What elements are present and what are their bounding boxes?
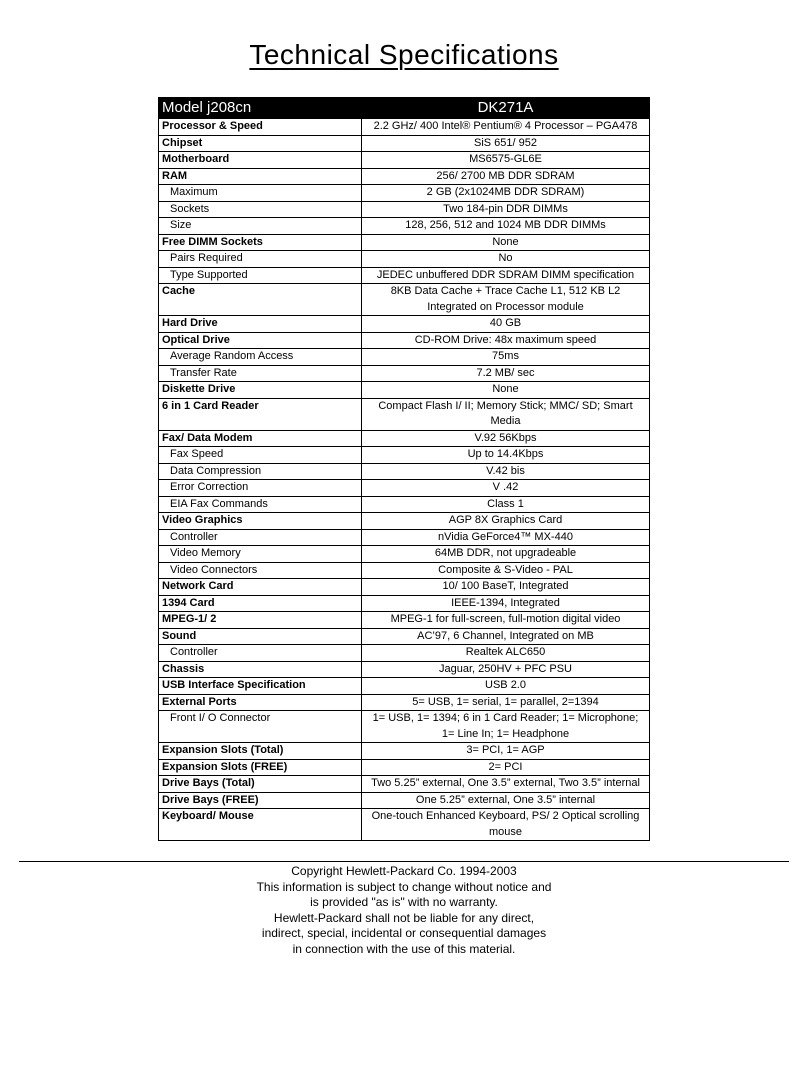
spec-row [159,595,650,612]
spec-value: nVidia GeForce4™ MX-440 [362,529,650,546]
spec-label: EIA Fax Commands [159,496,362,513]
spec-label: USB Interface Specification [159,678,362,695]
spec-label: Fax/ Data Modem [159,430,362,447]
spec-value: V.42 bis [362,463,650,480]
spec-value: Two 5.25” external, One 3.5” external, Two 3.5” internal [362,776,650,793]
spec-value: Up to 14.4Kbps [362,447,650,464]
spec-row [159,809,650,841]
spec-row [159,480,650,497]
spec-label: Processor & Speed [159,119,362,136]
spec-label: RAM [159,168,362,185]
spec-label: Expansion Slots (Total) [159,743,362,760]
spec-label: Chipset [159,135,362,152]
spec-value: Compact Flash I/ II; Memory Stick; MMC/ SD; Smart Media [362,398,650,430]
spec-value: AC’97, 6 Channel, Integrated on MB [362,628,650,645]
spec-row [159,546,650,563]
spec-label: 6 in 1 Card Reader [159,398,362,430]
spec-label: Data Compression [159,463,362,480]
spec-row [159,365,650,382]
footer-line: is provided "as is" with no warranty. [310,895,498,909]
spec-row [159,776,650,793]
spec-label: Hard Drive [159,316,362,333]
spec-value: AGP 8X Graphics Card [362,513,650,530]
spec-value: V .42 [362,480,650,497]
spec-table-header [159,98,650,119]
spec-row [159,711,650,743]
spec-row [159,316,650,333]
spec-value: 8KB Data Cache + Trace Cache L1, 512 KB L2 Integrated on Processor module [362,284,650,316]
spec-row [159,529,650,546]
spec-label: Maximum [159,185,362,202]
spec-row [159,382,650,399]
spec-row [159,152,650,169]
spec-row [159,398,650,430]
spec-value: V.92 56Kbps [362,430,650,447]
spec-value: JEDEC unbuffered DDR SDRAM DIMM specification [362,267,650,284]
footer-line: Copyright Hewlett-Packard Co. 1994-2003 [291,864,517,878]
spec-value: Two 184-pin DDR DIMMs [362,201,650,218]
spec-value: MS6575-GL6E [362,152,650,169]
spec-row [159,562,650,579]
spec-label: Sockets [159,201,362,218]
spec-label: Network Card [159,579,362,596]
spec-label: Transfer Rate [159,365,362,382]
footer-line: Hewlett-Packard shall not be liable for any direct, [273,910,535,925]
model-number: DK271A [362,98,650,119]
spec-row [159,119,650,136]
spec-value: USB 2.0 [362,678,650,695]
spec-row [159,201,650,218]
spec-row [159,579,650,596]
spec-value: None [362,234,650,251]
spec-value: Jaguar, 250HV + PFC PSU [362,661,650,678]
spec-row [159,185,650,202]
spec-row [159,759,650,776]
spec-value: 256/ 2700 MB DDR SDRAM [362,168,650,185]
spec-value: No [362,251,650,268]
footer-line: indirect, special, incidental or consequential damages [261,926,547,940]
spec-value: 64MB DDR, not upgradeable [362,546,650,563]
spec-row [159,218,650,235]
spec-row [159,678,650,695]
spec-label: MPEG-1/ 2 [159,612,362,629]
spec-value: 10/ 100 BaseT, Integrated [362,579,650,596]
spec-row [159,496,650,513]
spec-row [159,284,650,316]
spec-value: One 5.25” external, One 3.5” internal [362,792,650,809]
spec-label: Video Memory [159,546,362,563]
spec-value: 5= USB, 1= serial, 1= parallel, 2=1394 [362,694,650,711]
spec-value: 2.2 GHz/ 400 Intel® Pentium® 4 Processor – PGA478 [362,119,650,136]
copyright-notice [0,864,808,957]
spec-row [159,349,650,366]
footer-divider [19,861,789,862]
spec-value: 128, 256, 512 and 1024 MB DDR DIMMs [362,218,650,235]
spec-value: Realtek ALC650 [362,645,650,662]
spec-value: MPEG-1 for full-screen, full-motion digital video [362,612,650,629]
spec-label: Video Graphics [159,513,362,530]
spec-label: Diskette Drive [159,382,362,399]
spec-row [159,332,650,349]
spec-label: Chassis [159,661,362,678]
spec-value: 2 GB (2x1024MB DDR SDRAM) [362,185,650,202]
spec-value: None [362,382,650,399]
spec-label: Average Random Access [159,349,362,366]
spec-row [159,135,650,152]
spec-row [159,743,650,760]
footer-line: in connection with the use of this material. [292,941,516,956]
spec-row [159,792,650,809]
spec-label: Drive Bays (Total) [159,776,362,793]
spec-value: Composite & S-Video - PAL [362,562,650,579]
spec-row [159,612,650,629]
spec-label: External Ports [159,694,362,711]
spec-row [159,463,650,480]
spec-label: Video Connectors [159,562,362,579]
spec-label: Front I/ O Connector [159,711,362,743]
spec-label: Fax Speed [159,447,362,464]
spec-row [159,168,650,185]
spec-value: One-touch Enhanced Keyboard, PS/ 2 Optical scrolling mouse [362,809,650,841]
spec-label: Motherboard [159,152,362,169]
spec-value: 3= PCI, 1= AGP [362,743,650,760]
spec-label: Pairs Required [159,251,362,268]
spec-row [159,628,650,645]
spec-value: 1= USB, 1= 1394; 6 in 1 Card Reader; 1= Microphone; 1= Line In; 1= Headphone [362,711,650,743]
spec-label: Size [159,218,362,235]
spec-value: Class 1 [362,496,650,513]
spec-label: Optical Drive [159,332,362,349]
spec-label: Keyboard/ Mouse [159,809,362,841]
spec-row [159,513,650,530]
spec-row [159,251,650,268]
spec-table [158,97,650,841]
spec-label: Controller [159,529,362,546]
footer-line: This information is subject to change without notice and [256,879,552,894]
spec-row [159,645,650,662]
page-title [0,38,808,72]
spec-row [159,694,650,711]
spec-row [159,430,650,447]
spec-label: Expansion Slots (FREE) [159,759,362,776]
page-title-text: Technical Specifications [249,39,559,70]
spec-label: Free DIMM Sockets [159,234,362,251]
spec-value: 2= PCI [362,759,650,776]
spec-row [159,447,650,464]
spec-label: 1394 Card [159,595,362,612]
spec-label: Controller [159,645,362,662]
spec-value: IEEE-1394, Integrated [362,595,650,612]
spec-value: CD-ROM Drive: 48x maximum speed [362,332,650,349]
spec-value: 7.2 MB/ sec [362,365,650,382]
model-label: Model j208cn [159,98,362,119]
spec-row [159,267,650,284]
spec-row [159,234,650,251]
spec-label: Type Supported [159,267,362,284]
spec-label: Error Correction [159,480,362,497]
spec-value: 75ms [362,349,650,366]
spec-value: 40 GB [362,316,650,333]
spec-label: Drive Bays (FREE) [159,792,362,809]
spec-label: Cache [159,284,362,316]
spec-label: Sound [159,628,362,645]
spec-value: SiS 651/ 952 [362,135,650,152]
spec-row [159,661,650,678]
